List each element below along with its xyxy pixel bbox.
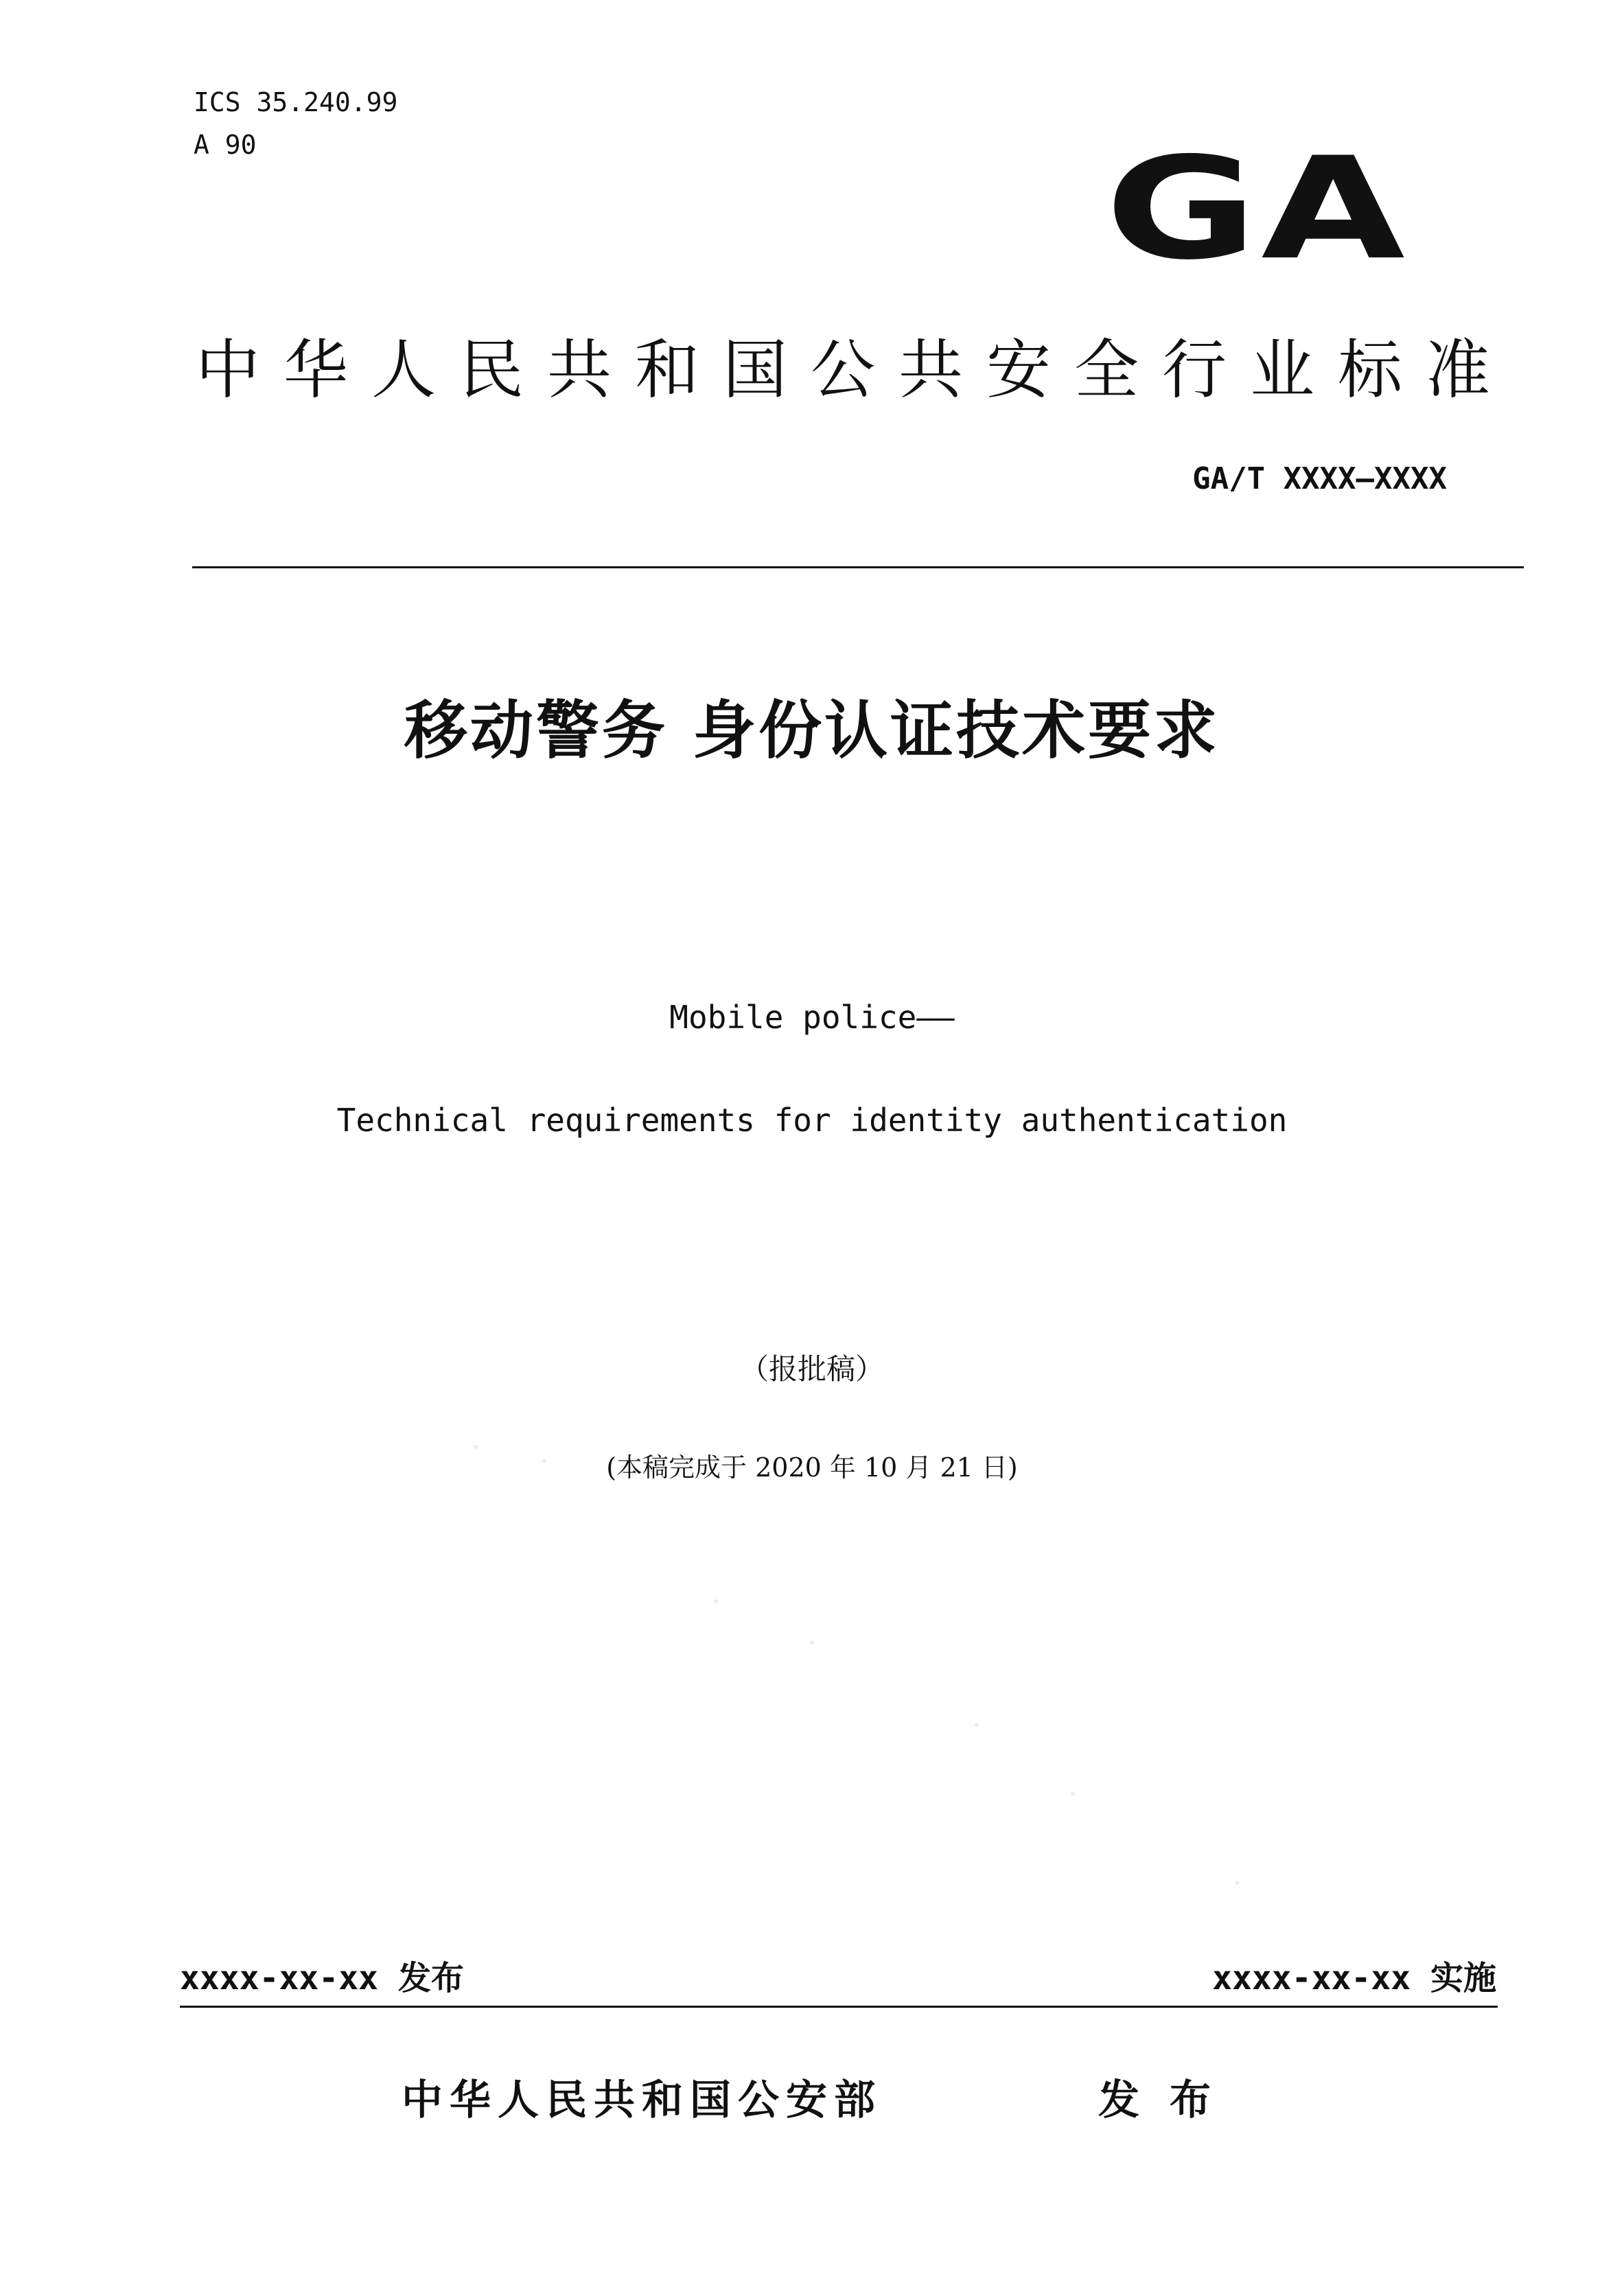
implementation-date: xxxx-xx-xx 实施: [1212, 1959, 1496, 1997]
document-title-english-line1: Mobile police——: [669, 999, 955, 1036]
scan-speck: [542, 1459, 546, 1463]
scan-speck: [975, 1723, 979, 1727]
completion-date-note: (本稿完成于 2020 年 10 月 21 日): [606, 1452, 1018, 1483]
ga-logo: GA: [1105, 128, 1409, 291]
standard-category-title: 中华人民共和国公共安全行业标准: [196, 333, 1514, 408]
document-title-english-line2: Technical requirements for identity authentication: [336, 1102, 1288, 1139]
issuing-authority: 中华人民共和国公安部: [402, 2076, 882, 2124]
ccs-code: A 90: [194, 130, 257, 160]
scan-speck: [1071, 1791, 1075, 1796]
classification-codes: [194, 81, 397, 166]
standard-number: GA/T XXXX—XXXX: [1192, 461, 1447, 496]
header-divider: [192, 566, 1524, 568]
scan-speck: [810, 1640, 814, 1645]
draft-status-label: （报批稿）: [739, 1352, 884, 1386]
issuing-action: 发布: [1098, 2076, 1241, 2124]
scan-speck: [474, 1445, 478, 1449]
release-date: xxxx-xx-xx 发布: [180, 1959, 464, 1997]
scan-speck: [1236, 1881, 1240, 1885]
document-title-chinese: 移动警务 身份认证技术要求: [404, 694, 1220, 767]
ics-code: ICS 35.240.99: [194, 87, 398, 117]
scan-speck: [714, 1599, 718, 1603]
footer-divider: [180, 2006, 1498, 2008]
